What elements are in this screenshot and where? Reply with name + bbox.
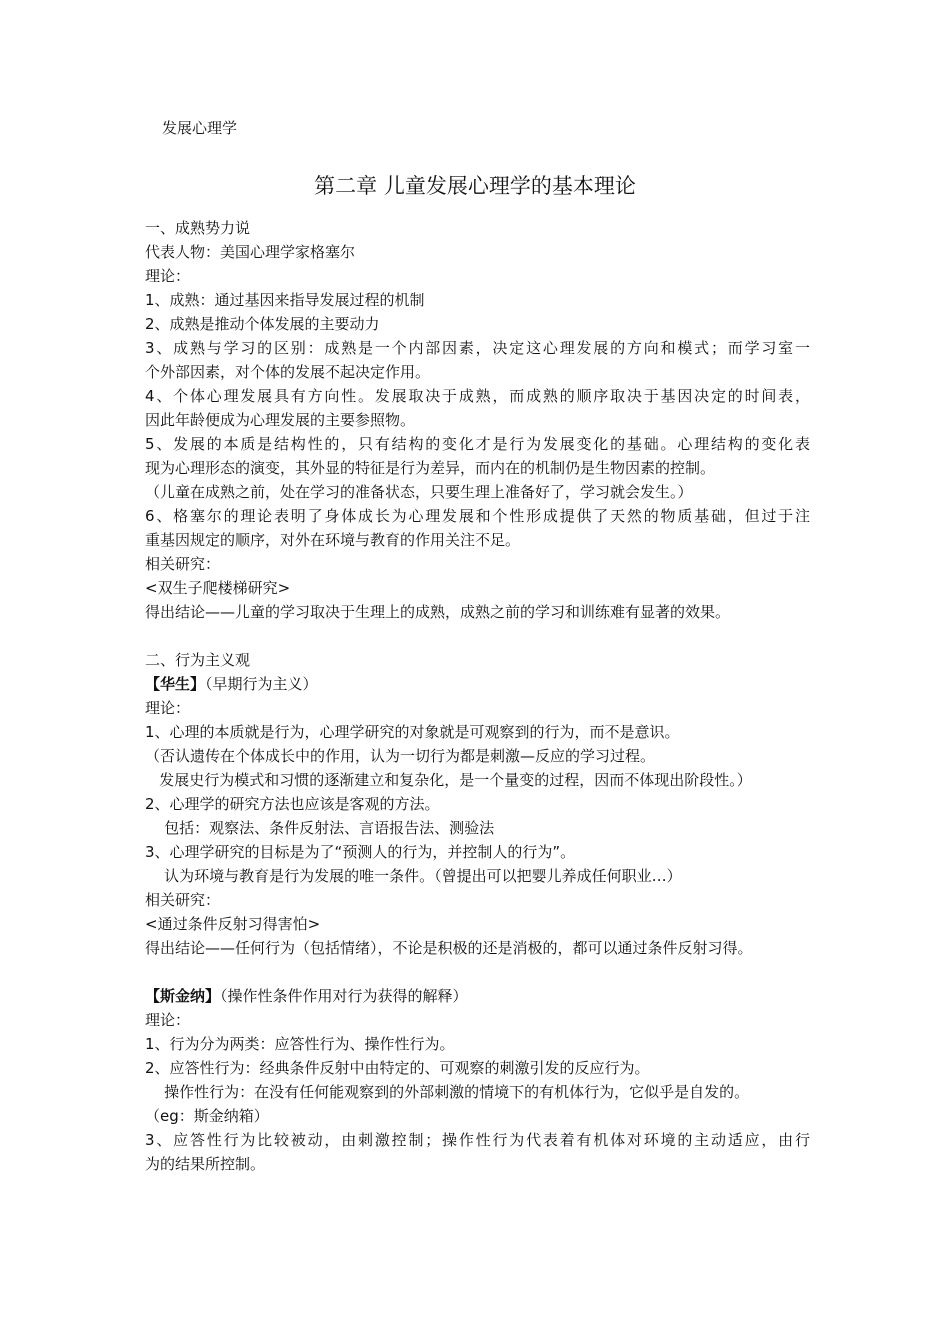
- text-line: [145, 768, 810, 792]
- text-line: [145, 792, 810, 816]
- text-line: [145, 984, 810, 1008]
- text-line: [145, 744, 810, 768]
- text-line: [145, 456, 810, 480]
- text-line: [145, 672, 810, 696]
- line-text: 理论：: [145, 1011, 191, 1029]
- text-line: [145, 720, 810, 744]
- text-line: [145, 576, 810, 600]
- line-text: 相关研究：: [145, 555, 221, 573]
- line-text: 3、成熟与学习的区别：成熟是一个内部因素，决定这心理发展的方向和模式；而学习室一: [145, 339, 810, 357]
- line-text: 一、成熟势力说: [145, 219, 251, 237]
- line-text: 5、发展的本质是结构性的，只有结构的变化才是行为发展变化的基础。心理结构的变化表: [145, 435, 810, 453]
- line-text: 得出结论——任何行为（包括情绪），不论是积极的还是消极的，都可以通过条件反射习得。: [145, 939, 753, 957]
- line-text: 2、成熟是推动个体发展的主要动力: [145, 315, 380, 333]
- line-text: 得出结论——儿童的学习取决于生理上的成熟，成熟之前的学习和训练难有显著的效果。: [145, 603, 731, 621]
- line-text: 1、行为分为两类：应答性行为、操作性行为。: [145, 1035, 455, 1053]
- text-line: [145, 528, 810, 552]
- blank-line: [145, 624, 810, 648]
- blank-line: [145, 960, 810, 984]
- page-header: 发展心理学: [162, 119, 238, 137]
- text-line: [145, 600, 810, 624]
- line-text: 2、心理学的研究方法也应该是客观的方法。: [145, 795, 440, 813]
- line-text: 包括：观察法、条件反射法、言语报告法、测验法: [145, 819, 495, 837]
- line-text: 3、应答性行为比较被动，由刺激控制；操作性行为代表着有机体对环境的主动适应，由行: [145, 1131, 810, 1149]
- text-line: [145, 360, 810, 384]
- text-line: [145, 912, 810, 936]
- text-line: [145, 696, 810, 720]
- line-text: 4、个体心理发展具有方向性。发展取决于成熟，而成熟的顺序取决于基因决定的时间表，: [145, 387, 810, 405]
- line-text: 二、行为主义观: [145, 651, 251, 669]
- line-text: 6、格塞尔的理论表明了身体成长为心理发展和个性形成提供了天然的物质基础，但过于注: [145, 507, 810, 525]
- line-text: 个外部因素，对个体的发展不起决定作用。: [145, 363, 431, 381]
- text-line: [145, 312, 810, 336]
- text-line: [145, 1032, 810, 1056]
- text-line: [145, 1128, 810, 1152]
- section-bracket-label: 【斯金纳】: [145, 987, 221, 1005]
- line-text: 认为环境与教育是行为发展的唯一条件。（曾提出可以把婴儿养成任何职业…）: [145, 867, 682, 885]
- text-line: [145, 504, 810, 528]
- section-bracket-label: 【华生】: [145, 675, 206, 693]
- line-text: 操作性行为：在没有任何能观察到的外部刺激的情境下的有机体行为，它似乎是自发的。: [145, 1083, 750, 1101]
- line-text: <通过条件反射习得害怕>: [145, 915, 321, 933]
- line-text: （eg：斯金纳箱）: [145, 1107, 269, 1125]
- line-text: 1、成熟：通过基因来指导发展过程的机制: [145, 291, 425, 309]
- text-line: [145, 1080, 810, 1104]
- line-text: 现为心理形态的演变，其外显的特征是行为差异，而内在的机制仍是生物因素的控制。: [145, 459, 716, 477]
- text-line: [145, 1008, 810, 1032]
- line-text: 为的结果所控制。: [145, 1155, 266, 1173]
- line-text: （否认遗传在个体成长中的作用，认为一切行为都是刺激—反应的学习过程。: [145, 747, 656, 765]
- line-text: 1、心理的本质就是行为，心理学研究的对象就是可观察到的行为，而不是意识。: [145, 723, 680, 741]
- line-text: 因此年龄便成为心理发展的主要参照物。: [145, 411, 416, 429]
- text-line: [145, 336, 810, 360]
- text-line: [145, 408, 810, 432]
- line-text: 2、应答性行为：经典条件反射中由特定的、可观察的刺激引发的反应行为。: [145, 1059, 650, 1077]
- line-text: 发展史行为模式和习惯的逐渐建立和复杂化，是一个量变的过程，因而不体现出阶段性。）: [145, 771, 752, 789]
- document-body: [145, 216, 810, 1176]
- line-text: 理论：: [145, 267, 191, 285]
- line-text: 重基因规定的顺序，对外在环境与教育的作用关注不足。: [145, 531, 521, 549]
- line-text: <双生子爬楼梯研究>: [145, 579, 291, 597]
- text-line: [145, 552, 810, 576]
- line-text: 代表人物：美国心理学家格塞尔: [145, 243, 356, 261]
- text-line: [145, 216, 810, 240]
- text-line: [145, 648, 810, 672]
- text-line: [145, 480, 810, 504]
- text-line: [145, 888, 810, 912]
- text-line: [145, 264, 810, 288]
- chapter-title: 第二章 儿童发展心理学的基本理论: [314, 174, 636, 198]
- text-line: [145, 1056, 810, 1080]
- text-line: [145, 240, 810, 264]
- line-text: （早期行为主义）: [205, 675, 318, 693]
- line-text: （儿童在成熟之前，处在学习的准备状态，只要生理上准备好了，学习就会发生。）: [145, 483, 693, 501]
- text-line: [145, 432, 810, 456]
- line-text: 相关研究：: [145, 891, 221, 909]
- line-text: 3、心理学研究的目标是为了“预测人的行为，并控制人的行为”。: [145, 843, 576, 861]
- text-line: [145, 1152, 810, 1176]
- text-line: [145, 1104, 810, 1128]
- line-text: 理论：: [145, 699, 191, 717]
- text-line: [145, 864, 810, 888]
- text-line: [145, 840, 810, 864]
- line-text: （操作性条件作用对行为获得的解释）: [220, 987, 468, 1005]
- text-line: [145, 936, 810, 960]
- text-line: [145, 288, 810, 312]
- text-line: [145, 384, 810, 408]
- text-line: [145, 816, 810, 840]
